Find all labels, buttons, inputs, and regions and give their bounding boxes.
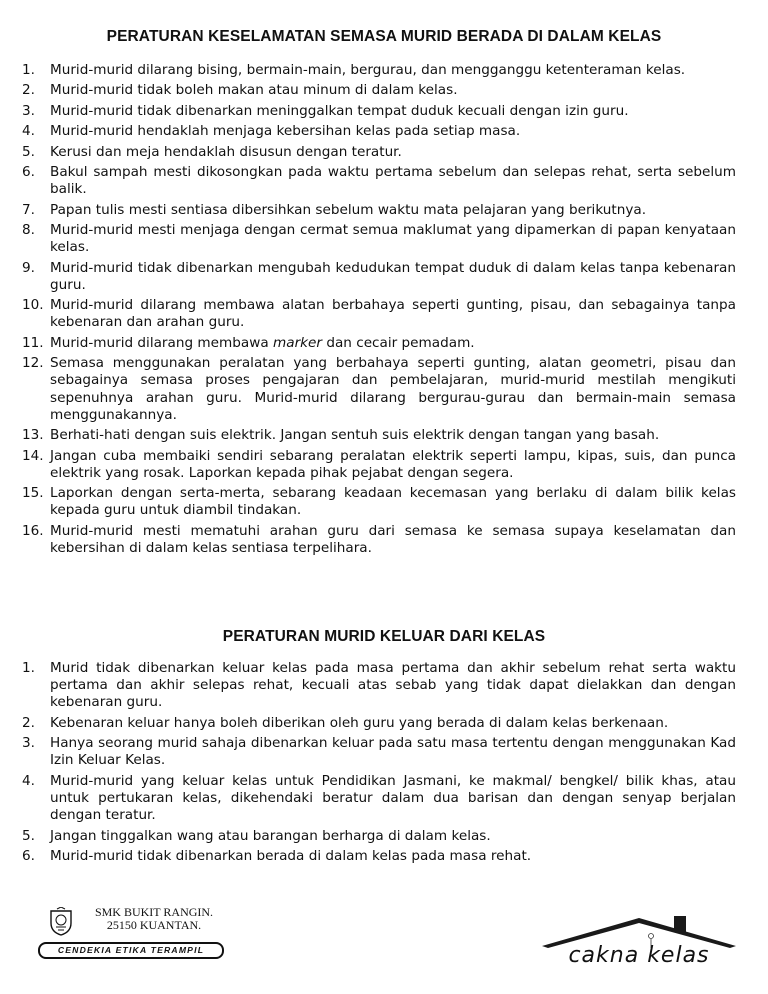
school-stamp (38, 905, 224, 957)
rule-item (22, 103, 736, 120)
rule-text: Murid-murid dilarang membawa (50, 334, 273, 351)
rule-item (22, 297, 736, 331)
rule-text: Bakul sampah mesti dikosongkan pada waktu pertama sebelum dan selepas rehat, serta sebelum balik. (50, 163, 736, 198)
rule-item (22, 355, 736, 424)
rule-text: Murid-murid tidak dibenarkan mengubah kedudukan tempat duduk di dalam kelas tanpa kebenaran guru. (50, 259, 736, 293)
school-motto: CENDEKIA ETIKA TERAMPIL (38, 942, 224, 959)
logo-text: cakna kelas (568, 943, 710, 968)
rule-text: Murid-murid tidak dibenarkan berada di dalam kelas pada masa rehat. (50, 847, 532, 864)
rule-number: 1. (22, 62, 35, 78)
rule-text: Berhati-hati dengan suis elektrik. Jangan sentuh suis elektrik dengan tangan yang basah. (50, 427, 660, 444)
rule-number: 3. (22, 102, 35, 119)
section-title-exit-rules: PERATURAN MURID KELUAR DARI KELAS (222, 628, 546, 645)
rule-item (22, 335, 736, 352)
rule-text: Laporkan dengan serta-merta, sebarang keadaan kecemasan yang berlaku di dalam bilik kelas kepada guru untuk diambil tindakan. (50, 485, 736, 519)
rule-number: 16. (22, 522, 44, 539)
rule-number: 1. (22, 660, 35, 676)
rule-item (22, 828, 736, 845)
rule-number: 9. (22, 259, 35, 276)
rule-number: 4. (22, 772, 35, 789)
rule-item (22, 715, 736, 732)
rule-item (22, 260, 736, 294)
rule-item (22, 523, 736, 557)
school-name-line2: 25150 KUANTAN. (106, 918, 202, 932)
rule-text: Murid-murid tidak dibenarkan meninggalkan tempat duduk kecuali dengan izin guru. (50, 102, 629, 119)
rule-item (22, 164, 736, 198)
cakna-kelas-logo (534, 912, 744, 972)
rule-text: Hanya seorang murid sahaja dibenarkan keluar pada satu masa tertentu dengan menggunakan Kad Izin Keluar Kelas. (50, 735, 736, 769)
rule-text-italic: marker (273, 334, 322, 351)
rule-number: 4. (22, 123, 35, 140)
rule-item (22, 62, 736, 79)
rule-item (22, 427, 736, 444)
rule-text: Jangan cuba membaiki sendiri sebarang peralatan elektrik seperti lampu, kipas, suis, dan punca elektrik yang rosak. Laporkan kepada pihak pejabat dengan segera. (50, 447, 736, 481)
rule-text: Jangan tinggalkan wang atau barangan berharga di dalam kelas. (50, 827, 491, 844)
rule-item (22, 222, 736, 256)
school-name (88, 906, 220, 932)
rule-item (22, 773, 736, 825)
rule-number: 12. (22, 355, 44, 372)
rule-number: 15. (22, 485, 44, 502)
rule-number: 2. (22, 714, 35, 731)
rule-text: Papan tulis mesti sentiasa dibersihkan sebelum waktu mata pelajaran yang berikutnya. (50, 201, 647, 218)
rule-item (22, 144, 736, 161)
rule-text: Murid-murid yang keluar kelas untuk Pendidikan Jasmani, ke makmal/ bengkel/ bilik khas, atau untuk pertukaran kelas, dikehendaki beratur dalam dua barisan dan dengan senyap berjalan dengan teratur. (50, 772, 736, 824)
rule-text: dan cecair pemadam. (322, 334, 475, 351)
rule-number: 11. (22, 334, 44, 351)
rule-text: Murid tidak dibenarkan keluar kelas pada masa pertama dan akhir sebelum rehat serta waktu pertama dan akhir selepas rehat, kecuali atas sebab yang tidak dapat dielakkan dan dengan kebenaran guru. (50, 660, 736, 711)
rule-item (22, 485, 736, 519)
rule-item (22, 123, 736, 140)
rule-item (22, 848, 736, 865)
rule-item (22, 82, 736, 99)
rule-number: 2. (22, 82, 35, 99)
rule-text: Murid-murid dilarang membawa alatan berbahaya seperti gunting, pisau, dan sebagainya tanpa kebenaran dan arahan guru. (50, 297, 736, 331)
rule-number: 10. (22, 297, 44, 314)
rule-item (22, 735, 736, 769)
rule-number: 5. (22, 143, 35, 160)
safety-rules-list (22, 62, 736, 560)
rule-text: Semasa menggunakan peralatan yang berbahaya seperti gunting, alatan geometri, pisau dan sebagainya semasa proses pengajaran dan pembelajaran, murid-murid mestilah mengikuti sepenuhnya arahan guru. Murid-murid dilarang bergurau-gurau dan bermain-main semasa menggunakannya. (50, 355, 736, 423)
rule-number: 13. (22, 427, 44, 444)
rule-text: Kerusi dan meja hendaklah disusun dengan teratur. (50, 143, 402, 160)
rule-text: Murid-murid tidak boleh makan atau minum di dalam kelas. (50, 82, 458, 99)
rule-text: Murid-murid hendaklah menjaga kebersihan kelas pada setiap masa. (50, 123, 521, 140)
section-title-safety-rules: PERATURAN KESELAMATAN SEMASA MURID BERADA DI DALAM KELAS (106, 28, 662, 45)
rule-item (22, 660, 736, 712)
school-crest-icon (46, 907, 76, 937)
rule-text: Kebenaran keluar hanya boleh diberikan oleh guru yang berada di dalam kelas berkenaan. (50, 714, 669, 731)
rule-item (22, 202, 736, 219)
rule-number: 14. (22, 447, 44, 464)
rule-number: 5. (22, 827, 35, 844)
school-name-line1: SMK BUKIT RANGIN. (94, 905, 214, 919)
rule-number: 7. (22, 201, 35, 218)
rule-text: Murid-murid mesti mematuhi arahan guru dari semasa ke semasa supaya keselamatan dan kebersihan di dalam kelas sentiasa terpelihara. (50, 522, 736, 556)
rule-item (22, 448, 736, 482)
rule-number: 3. (22, 735, 35, 752)
rule-number: 8. (22, 221, 35, 238)
exit-rules-list (22, 660, 736, 868)
rule-number: 6. (22, 163, 35, 180)
rule-text: Murid-murid mesti menjaga dengan cermat semua maklumat yang dipamerkan di papan kenyataan kelas. (50, 221, 736, 256)
rule-number: 6. (22, 847, 35, 864)
rule-text: Murid-murid dilarang bising, bermain-main, bergurau, dan mengganggu ketenteraman kelas. (50, 62, 686, 78)
